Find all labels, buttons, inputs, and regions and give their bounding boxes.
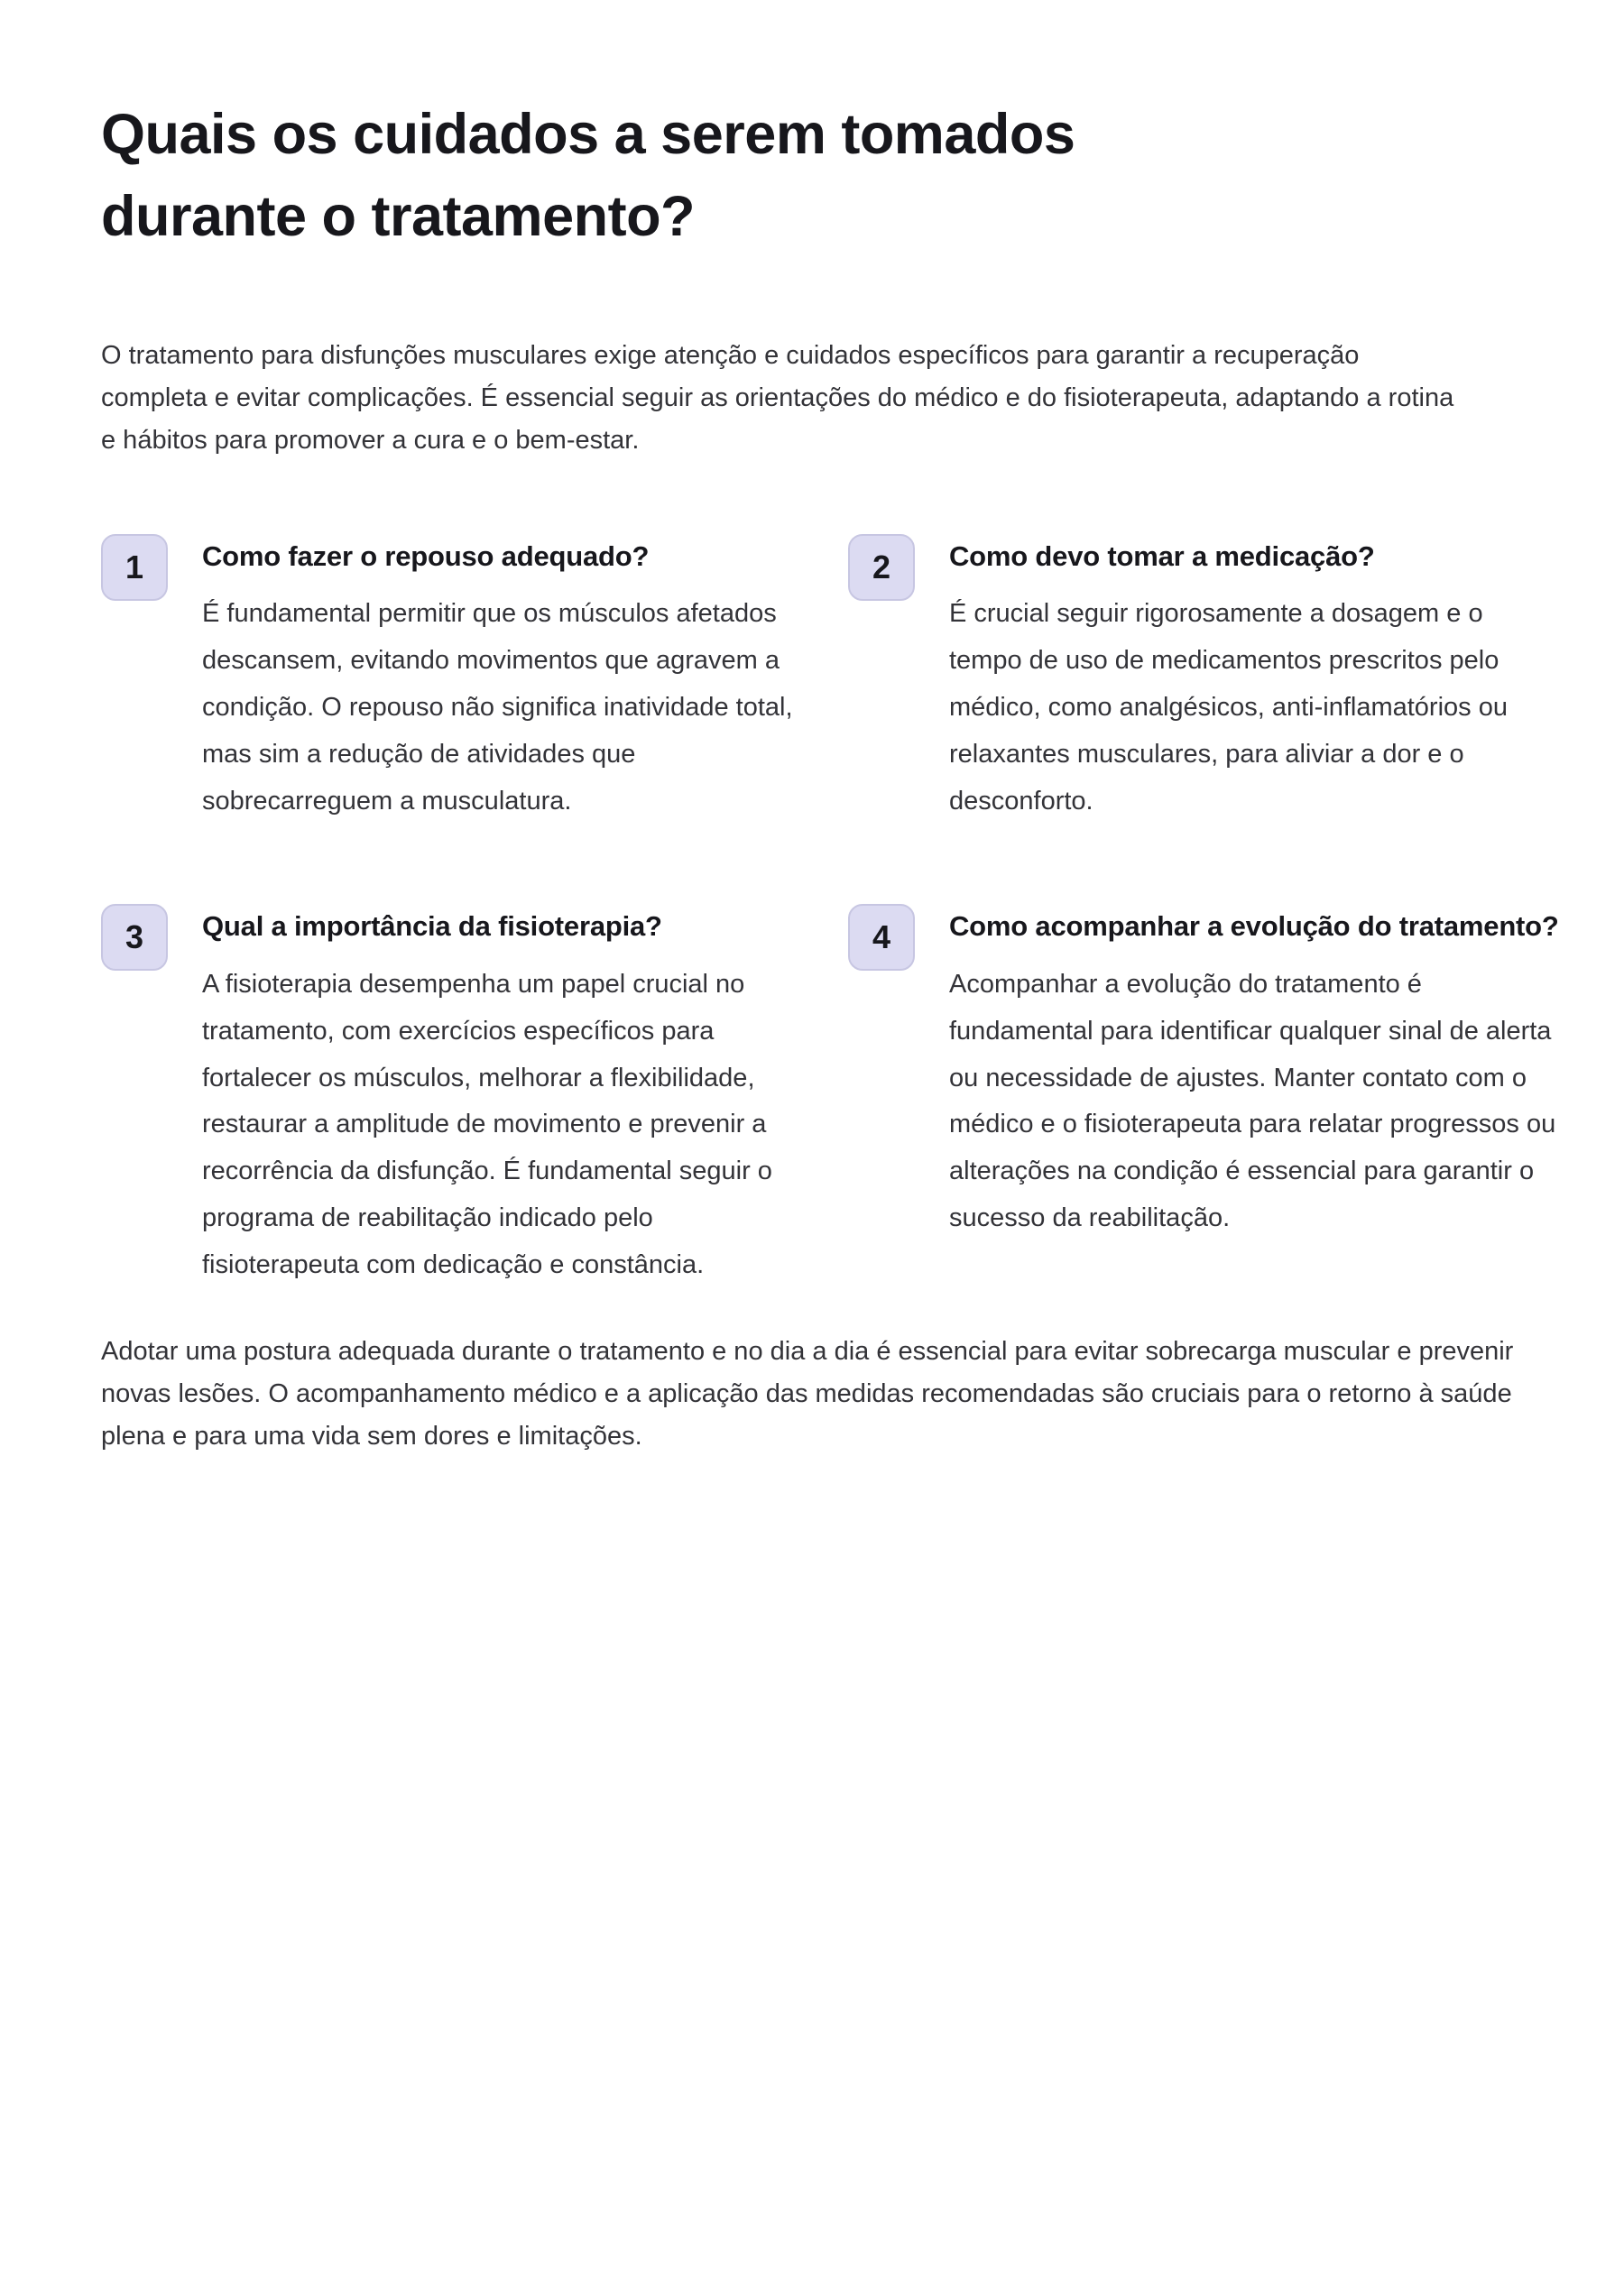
item-answer: É fundamental permitir que os músculos afetados descansem, evitando movimentos que agravem a condição. O repouso não significa inatividade total, mas sim a redução de atividades que sobrecarreguem a musculatura. xyxy=(202,598,793,816)
faq-item-content xyxy=(202,904,814,1289)
item-answer: A fisioterapia desempenha um papel crucial no tratamento, com exercícios específicos para fortalecer os músculos, melhorar a flexibilidade, restaurar a amplitude de movimento e prevenir a recorrência da disfunção. É fundamental seguir o programa de reabilitação indicado pelo fisioterapeuta com dedicação e constância. xyxy=(202,969,772,1280)
item-question: Qual a importância da fisioterapia? xyxy=(202,910,662,943)
faq-grid xyxy=(101,534,1561,1289)
faq-item-content xyxy=(949,534,1561,825)
item-number-badge xyxy=(848,534,915,601)
faq-item-content xyxy=(949,904,1561,1242)
page-title: Quais os cuidados a serem tomados durante o tratamento? xyxy=(101,103,1075,249)
item-number-badge xyxy=(848,904,915,971)
item-question: Como fazer o repouso adequado? xyxy=(202,539,650,572)
item-number: 3 xyxy=(125,918,144,956)
faq-item xyxy=(101,904,814,1289)
item-number-badge xyxy=(101,534,168,601)
faq-item-content xyxy=(202,534,814,825)
item-answer: Acompanhar a evolução do tratamento é fundamental para identificar qualquer sinal de alerta ou necessidade de ajustes. Manter contato com o médico e o fisioterapeuta para relatar progressos ou alterações na condição é essencial para garantir o sucesso da reabilitação. xyxy=(949,969,1556,1233)
item-answer: É crucial seguir rigorosamente a dosagem e o tempo de uso de medicamentos prescritos pelo médico, como analgésicos, anti-inflamatórios ou relaxantes musculares, para aliviar a dor e o desconforto. xyxy=(949,598,1508,816)
item-number: 1 xyxy=(125,548,144,585)
faq-item xyxy=(101,534,814,825)
item-number-badge xyxy=(101,904,168,971)
item-question: Como devo tomar a medicação? xyxy=(949,539,1375,572)
item-number: 2 xyxy=(872,548,891,585)
intro-paragraph: O tratamento para disfunções musculares exige atenção e cuidados específicos para garantir a recuperação completa e evitar complicações. É essencial seguir as orientações do médico e do fisioterapeuta, adaptando a rotina e hábitos para promover a cura e o bem-estar. xyxy=(101,340,1454,455)
faq-item xyxy=(848,904,1561,1289)
item-number: 4 xyxy=(872,918,891,956)
item-question: Como acompanhar a evolução do tratamento? xyxy=(949,910,1559,943)
outro-paragraph: Adotar uma postura adequada durante o tratamento e no dia a dia é essencial para evitar sobrecarga muscular e prevenir novas lesões. O acompanhamento médico e a aplicação das medidas recomendadas são cruciais para o retorno à saúde plena e para uma vida sem dores e limitações. xyxy=(101,1337,1514,1451)
faq-item xyxy=(848,534,1561,825)
